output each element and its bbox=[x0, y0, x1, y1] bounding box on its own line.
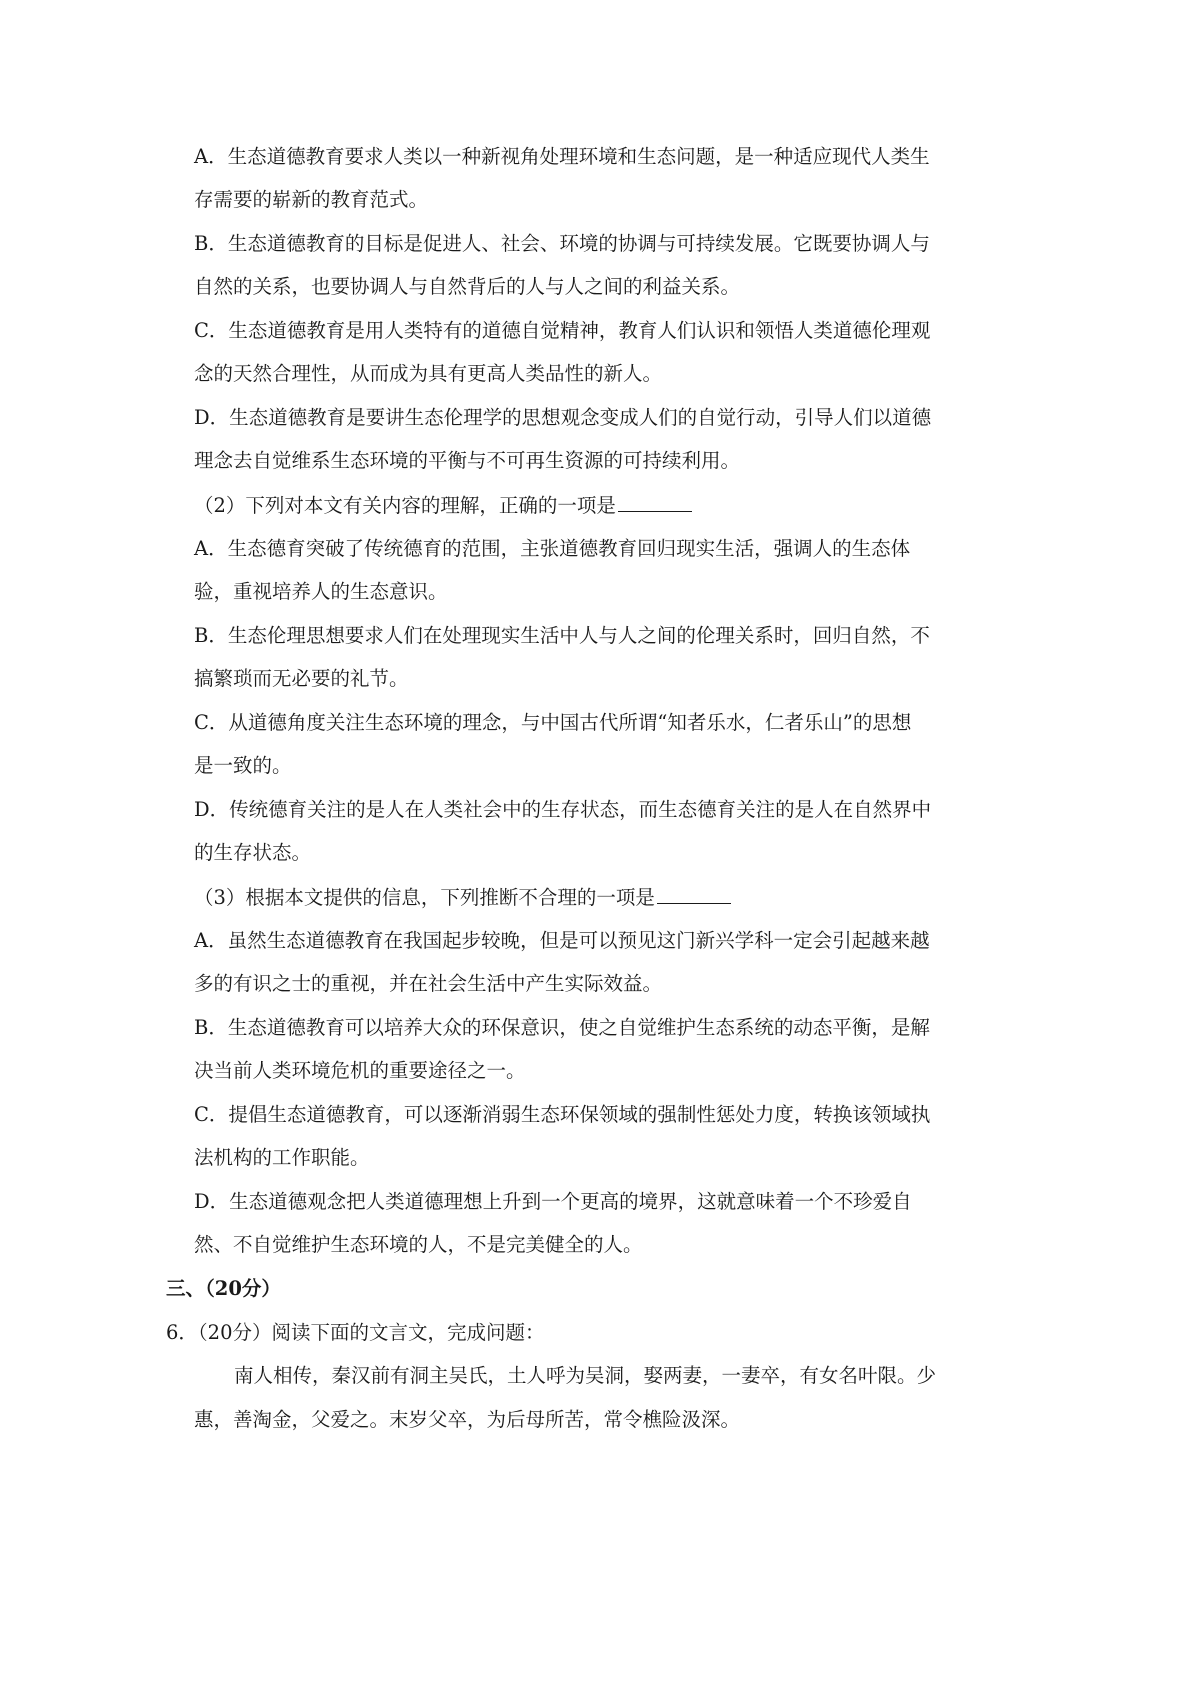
q3-option-a-line1: A．虽然生态道德教育在我国起步较晚，但是可以预见这门新兴学科一定会引起越来越 bbox=[194, 929, 930, 952]
q3-option-b-line1: B．生态道德教育可以培养大众的环保意识，使之自觉维护生态系统的动态平衡，是解 bbox=[194, 1016, 930, 1039]
q2-stem bbox=[194, 493, 692, 518]
q6-passage-line1: 南人相传，秦汉前有洞主吴氏，土人呼为吴洞，娶两妻，一妻卒，有女名叶限。少 bbox=[234, 1364, 937, 1387]
q1-option-a-line1: A．生态道德教育要求人类以一种新视角处理环境和生态问题，是一种适应现代人类生 bbox=[194, 145, 930, 168]
section-3-heading: 三、（20分） bbox=[166, 1277, 281, 1300]
q1-option-b-line1: B．生态道德教育的目标是促进人、社会、环境的协调与可持续发展。它既要协调人与 bbox=[194, 232, 930, 255]
q1-option-a-line2: 存需要的崭新的教育范式。 bbox=[194, 188, 429, 211]
q3-option-b-line2: 决当前人类环境危机的重要途径之一。 bbox=[194, 1059, 526, 1082]
q3-stem bbox=[194, 885, 731, 910]
q2-option-a-line1: A．生态德育突破了传统德育的范围，主张道德教育回归现实生活，强调人的生态体 bbox=[194, 537, 911, 560]
q2-option-c-line2: 是一致的。 bbox=[194, 754, 292, 777]
q3-answer-blank[interactable] bbox=[657, 885, 731, 904]
q3-option-d-line2: 然、不自觉维护生态环境的人，不是完美健全的人。 bbox=[194, 1233, 643, 1256]
q1-option-d-line1: D．生态道德教育是要讲生态伦理学的思想观念变成人们的自觉行动，引导人们以道德 bbox=[194, 406, 932, 429]
q1-option-c-line2: 念的天然合理性，从而成为具有更高人类品性的新人。 bbox=[194, 362, 663, 385]
q2-option-b-line2: 搞繁琐而无必要的礼节。 bbox=[194, 667, 409, 690]
q2-option-c-line1: C．从道德角度关注生态环境的理念，与中国古代所谓“知者乐水，仁者乐山”的思想 bbox=[194, 711, 912, 734]
q6-passage-line2: 惠，善淘金，父爱之。末岁父卒，为后母所苦，常令樵险汲深。 bbox=[194, 1408, 741, 1431]
q3-option-c-line2: 法机构的工作职能。 bbox=[194, 1146, 370, 1169]
q3-stem-text: （3）根据本文提供的信息，下列推断不合理的一项是 bbox=[194, 886, 655, 909]
q1-option-c-line1: C．生态道德教育是用人类特有的道德自觉精神，教育人们认识和领悟人类道德伦理观 bbox=[194, 319, 931, 342]
q3-option-c-line1: C．提倡生态道德教育，可以逐渐消弱生态环保领域的强制性惩处力度，转换该领域执 bbox=[194, 1103, 931, 1126]
q6-stem: 6．（20分）阅读下面的文言文，完成问题： bbox=[166, 1321, 545, 1344]
q1-option-b-line2: 自然的关系，也要协调人与自然背后的人与人之间的利益关系。 bbox=[194, 275, 741, 298]
q2-option-d-line2: 的生存状态。 bbox=[194, 841, 312, 864]
q1-option-d-line2: 理念去自觉维系生态环境的平衡与不可再生资源的可持续利用。 bbox=[194, 449, 741, 472]
q3-option-d-line1: D．生态道德观念把人类道德理想上升到一个更高的境界，这就意味着一个不珍爱自 bbox=[194, 1190, 912, 1213]
q2-option-b-line1: B．生态伦理思想要求人们在处理现实生活中人与人之间的伦理关系时，回归自然，不 bbox=[194, 624, 930, 647]
q2-stem-text: （2）下列对本文有关内容的理解，正确的一项是 bbox=[194, 494, 616, 517]
q2-answer-blank[interactable] bbox=[618, 493, 692, 512]
q3-option-a-line2: 多的有识之士的重视，并在社会生活中产生实际效益。 bbox=[194, 972, 663, 995]
q2-option-a-line2: 验，重视培养人的生态意识。 bbox=[194, 580, 448, 603]
q2-option-d-line1: D．传统德育关注的是人在人类社会中的生存状态，而生态德育关注的是人在自然界中 bbox=[194, 798, 932, 821]
